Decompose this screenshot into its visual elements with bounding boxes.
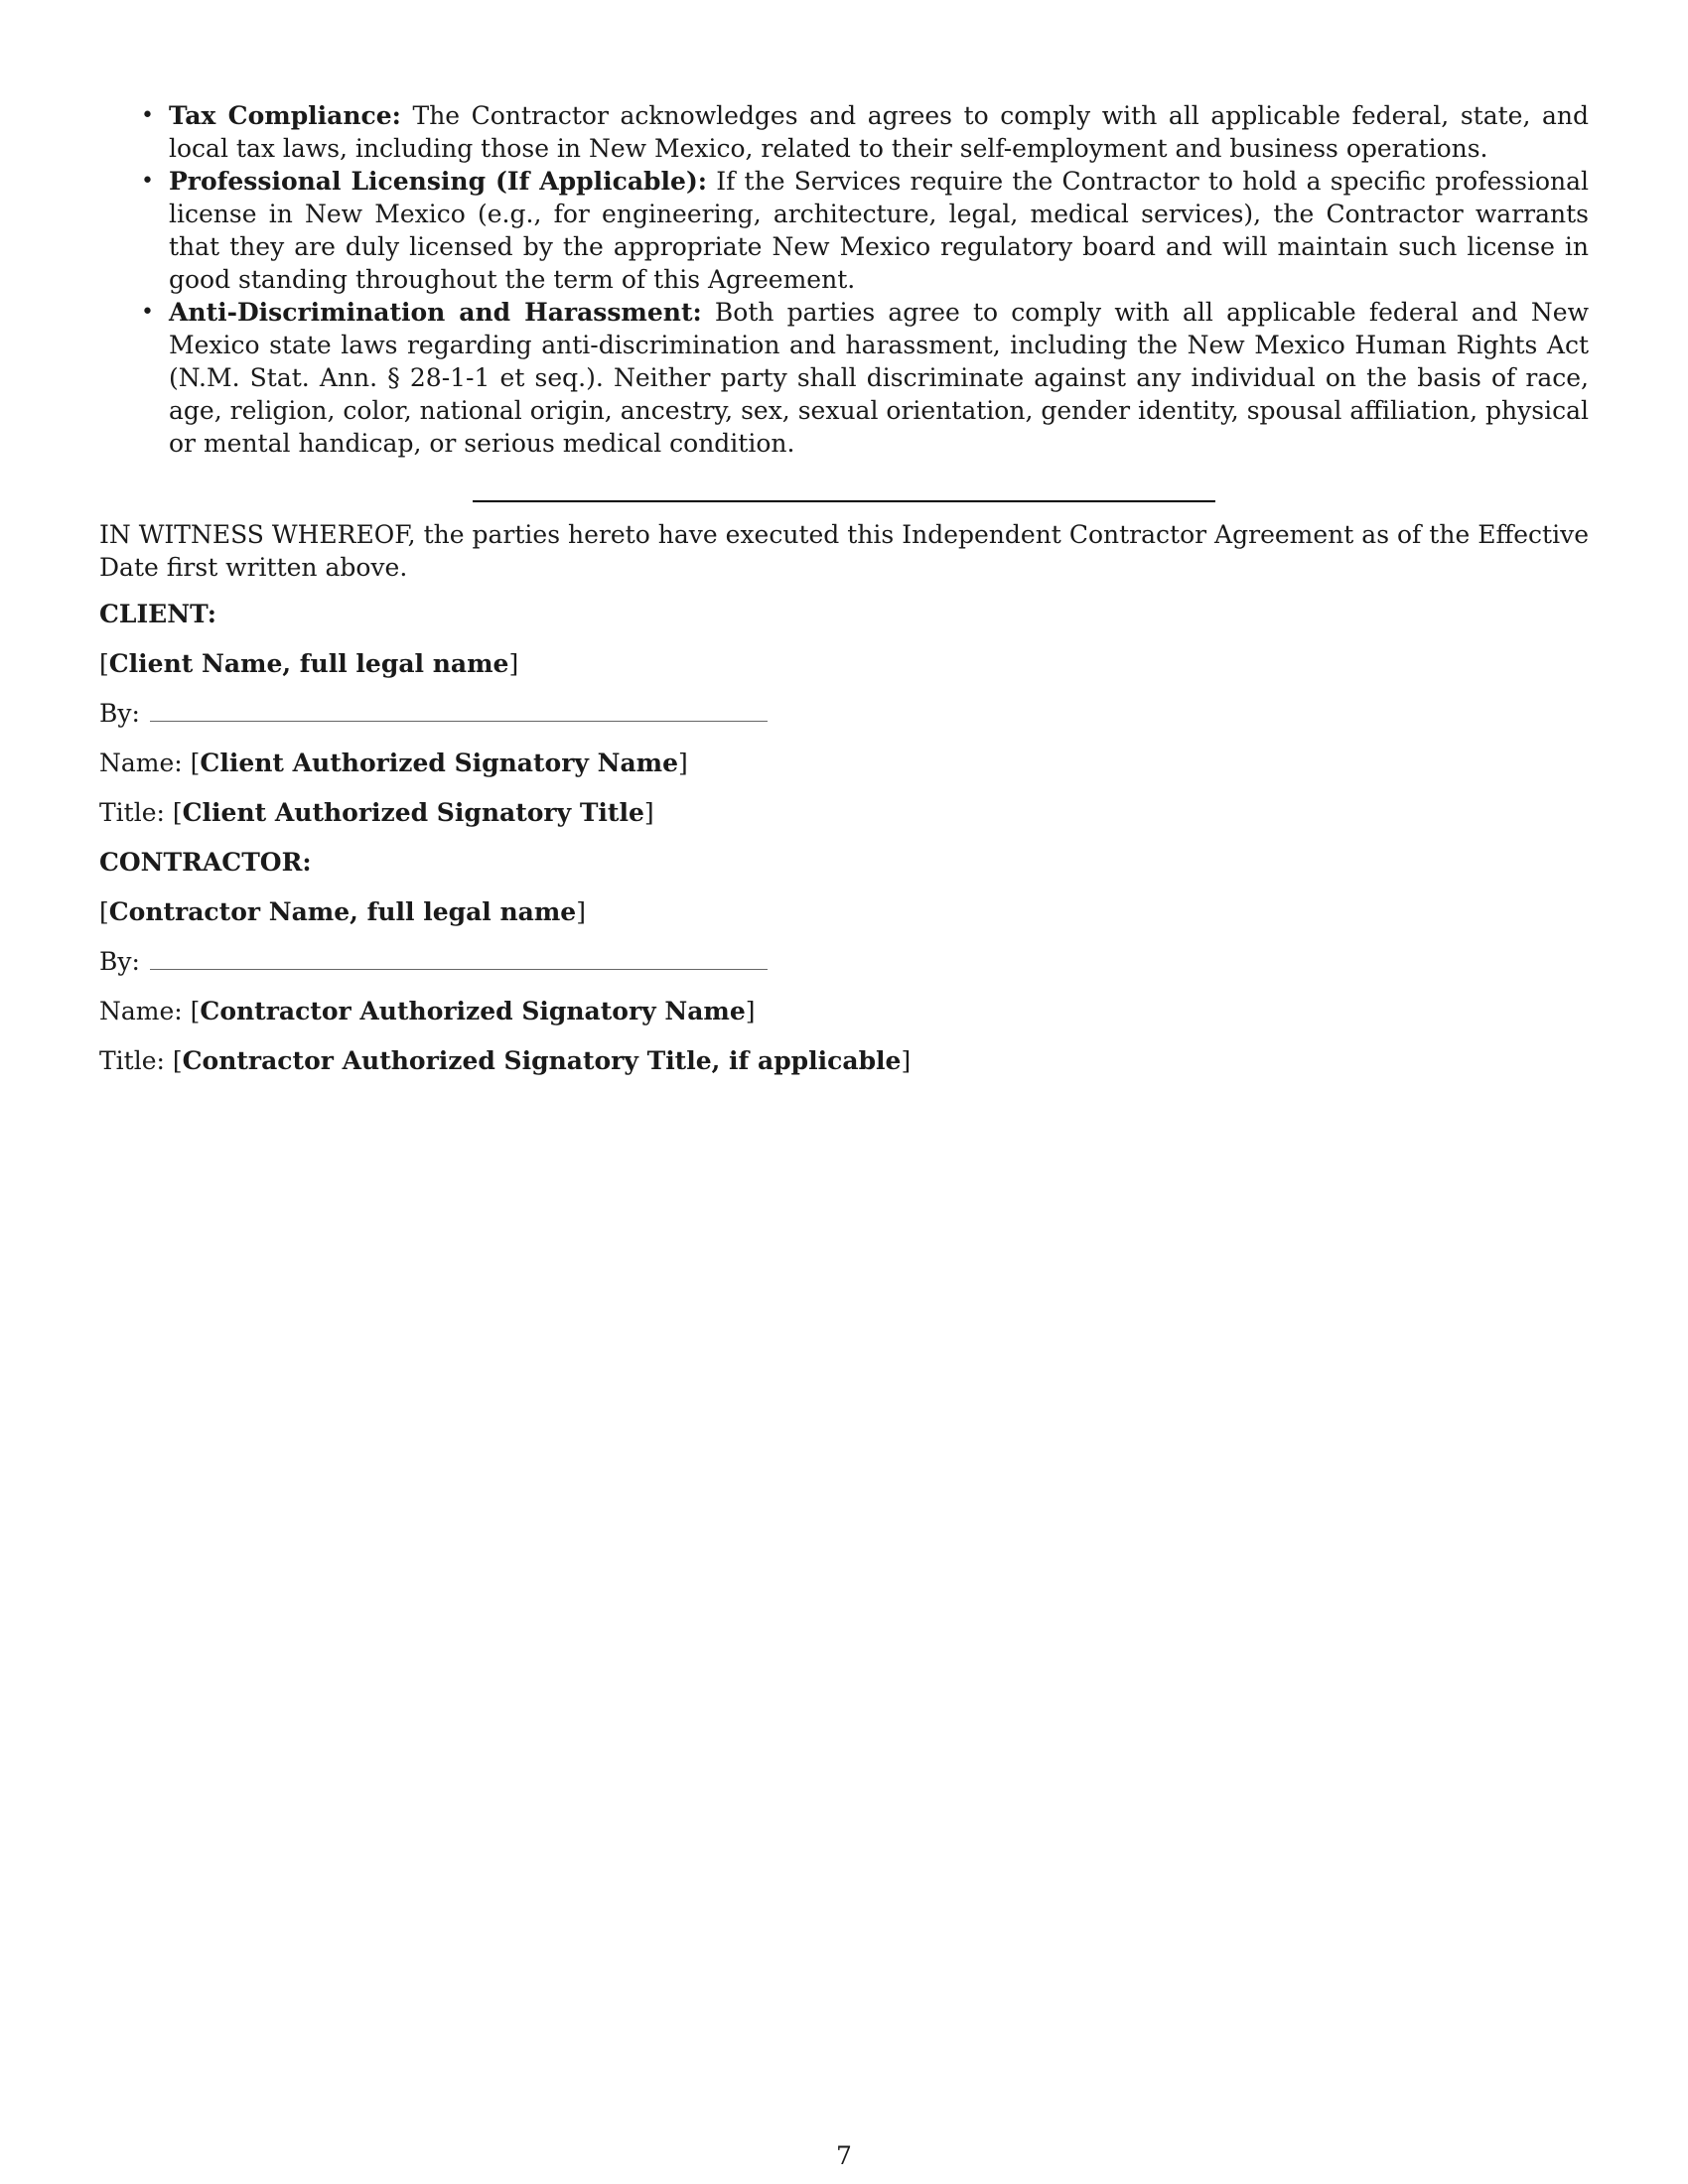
contractor-signature-blank[interactable] [150, 943, 768, 970]
contractor-name-value: Contractor Authorized Signatory Name [200, 997, 746, 1025]
term-text: The Contractor acknowledges and agrees to comply with all applicable federal, state, and local tax laws, including those in New Mexico, related to their self-employment and business operations. [169, 101, 1590, 163]
term-title: Professional Licensing (If Applicable): [169, 167, 707, 196]
contractor-title-value: Contractor Authorized Signatory Title, if applicable [182, 1046, 902, 1075]
client-name-line: Name: [Client Authorized Signatory Name] [99, 749, 688, 777]
bullet-icon: • [141, 103, 154, 128]
client-title-label: Title: [99, 798, 165, 827]
section-divider [473, 500, 1215, 502]
terms-list [99, 99, 1589, 460]
contractor-by-label: By: [99, 947, 140, 976]
contractor-heading: CONTRACTOR: [99, 848, 312, 877]
term-title: Anti-Discrimination and Harassment: [169, 298, 702, 327]
document-page [99, 99, 1589, 1080]
client-name-value: Client Authorized Signatory Name [200, 749, 679, 777]
term-title: Tax Compliance: [169, 101, 401, 130]
client-entity: [Client Name, full legal name] [99, 649, 519, 678]
contractor-entity: [Contractor Name, full legal name] [99, 897, 586, 926]
bullet-icon: • [141, 169, 154, 194]
contractor-entity-name: Contractor Name, full legal name [108, 897, 577, 926]
client-signature-line [99, 695, 1589, 733]
contractor-name-label: Name: [99, 997, 183, 1025]
client-title-value: Client Authorized Signatory Title [182, 798, 644, 827]
client-name-label: Name: [99, 749, 183, 777]
list-item [141, 165, 1589, 296]
witness-paragraph: IN WITNESS WHEREOF, the parties hereto have executed this Independent Contractor Agreement as of the Effective Date first written above. [99, 520, 1589, 582]
term-text: Both parties agree to comply with all applicable federal and New Mexico state laws regarding anti-discrimination and harassment, including the New Mexico Human Rights Act (N.M. Stat. Ann. § 28-1-1 et seq.). Neither party shall discriminate against any individual on the basis of race, age, religion, color, national origin, ancestry, sex, sexual orientation, gender identity, spousal affiliation, physical or mental handicap, or serious medical condition. [169, 298, 1590, 458]
contractor-title-line: Title: [Contractor Authorized Signatory Title, if applicable] [99, 1046, 912, 1075]
contractor-signature-line [99, 943, 1589, 981]
list-item [141, 296, 1590, 460]
list-item [141, 99, 1590, 165]
contractor-title-label: Title: [99, 1046, 165, 1075]
client-by-label: By: [99, 699, 140, 728]
page-number: 7 [836, 2141, 852, 2170]
contractor-name-line: Name: [Contractor Authorized Signatory Name] [99, 997, 756, 1025]
term-text: If the Services require the Contractor to hold a specific professional license in New Mexico (e.g., for engineering, architecture, legal, medical services), the Contractor warrants that they are duly licensed by the appropriate New Mexico regulatory board and will maintain such license in good standing throughout the term of this Agreement. [169, 167, 1589, 294]
bullet-icon: • [141, 300, 154, 325]
client-signature-blank[interactable] [150, 695, 768, 722]
client-title-line: Title: [Client Authorized Signatory Title] [99, 798, 654, 827]
client-heading: CLIENT: [99, 600, 217, 628]
client-entity-name: Client Name, full legal name [108, 649, 509, 678]
